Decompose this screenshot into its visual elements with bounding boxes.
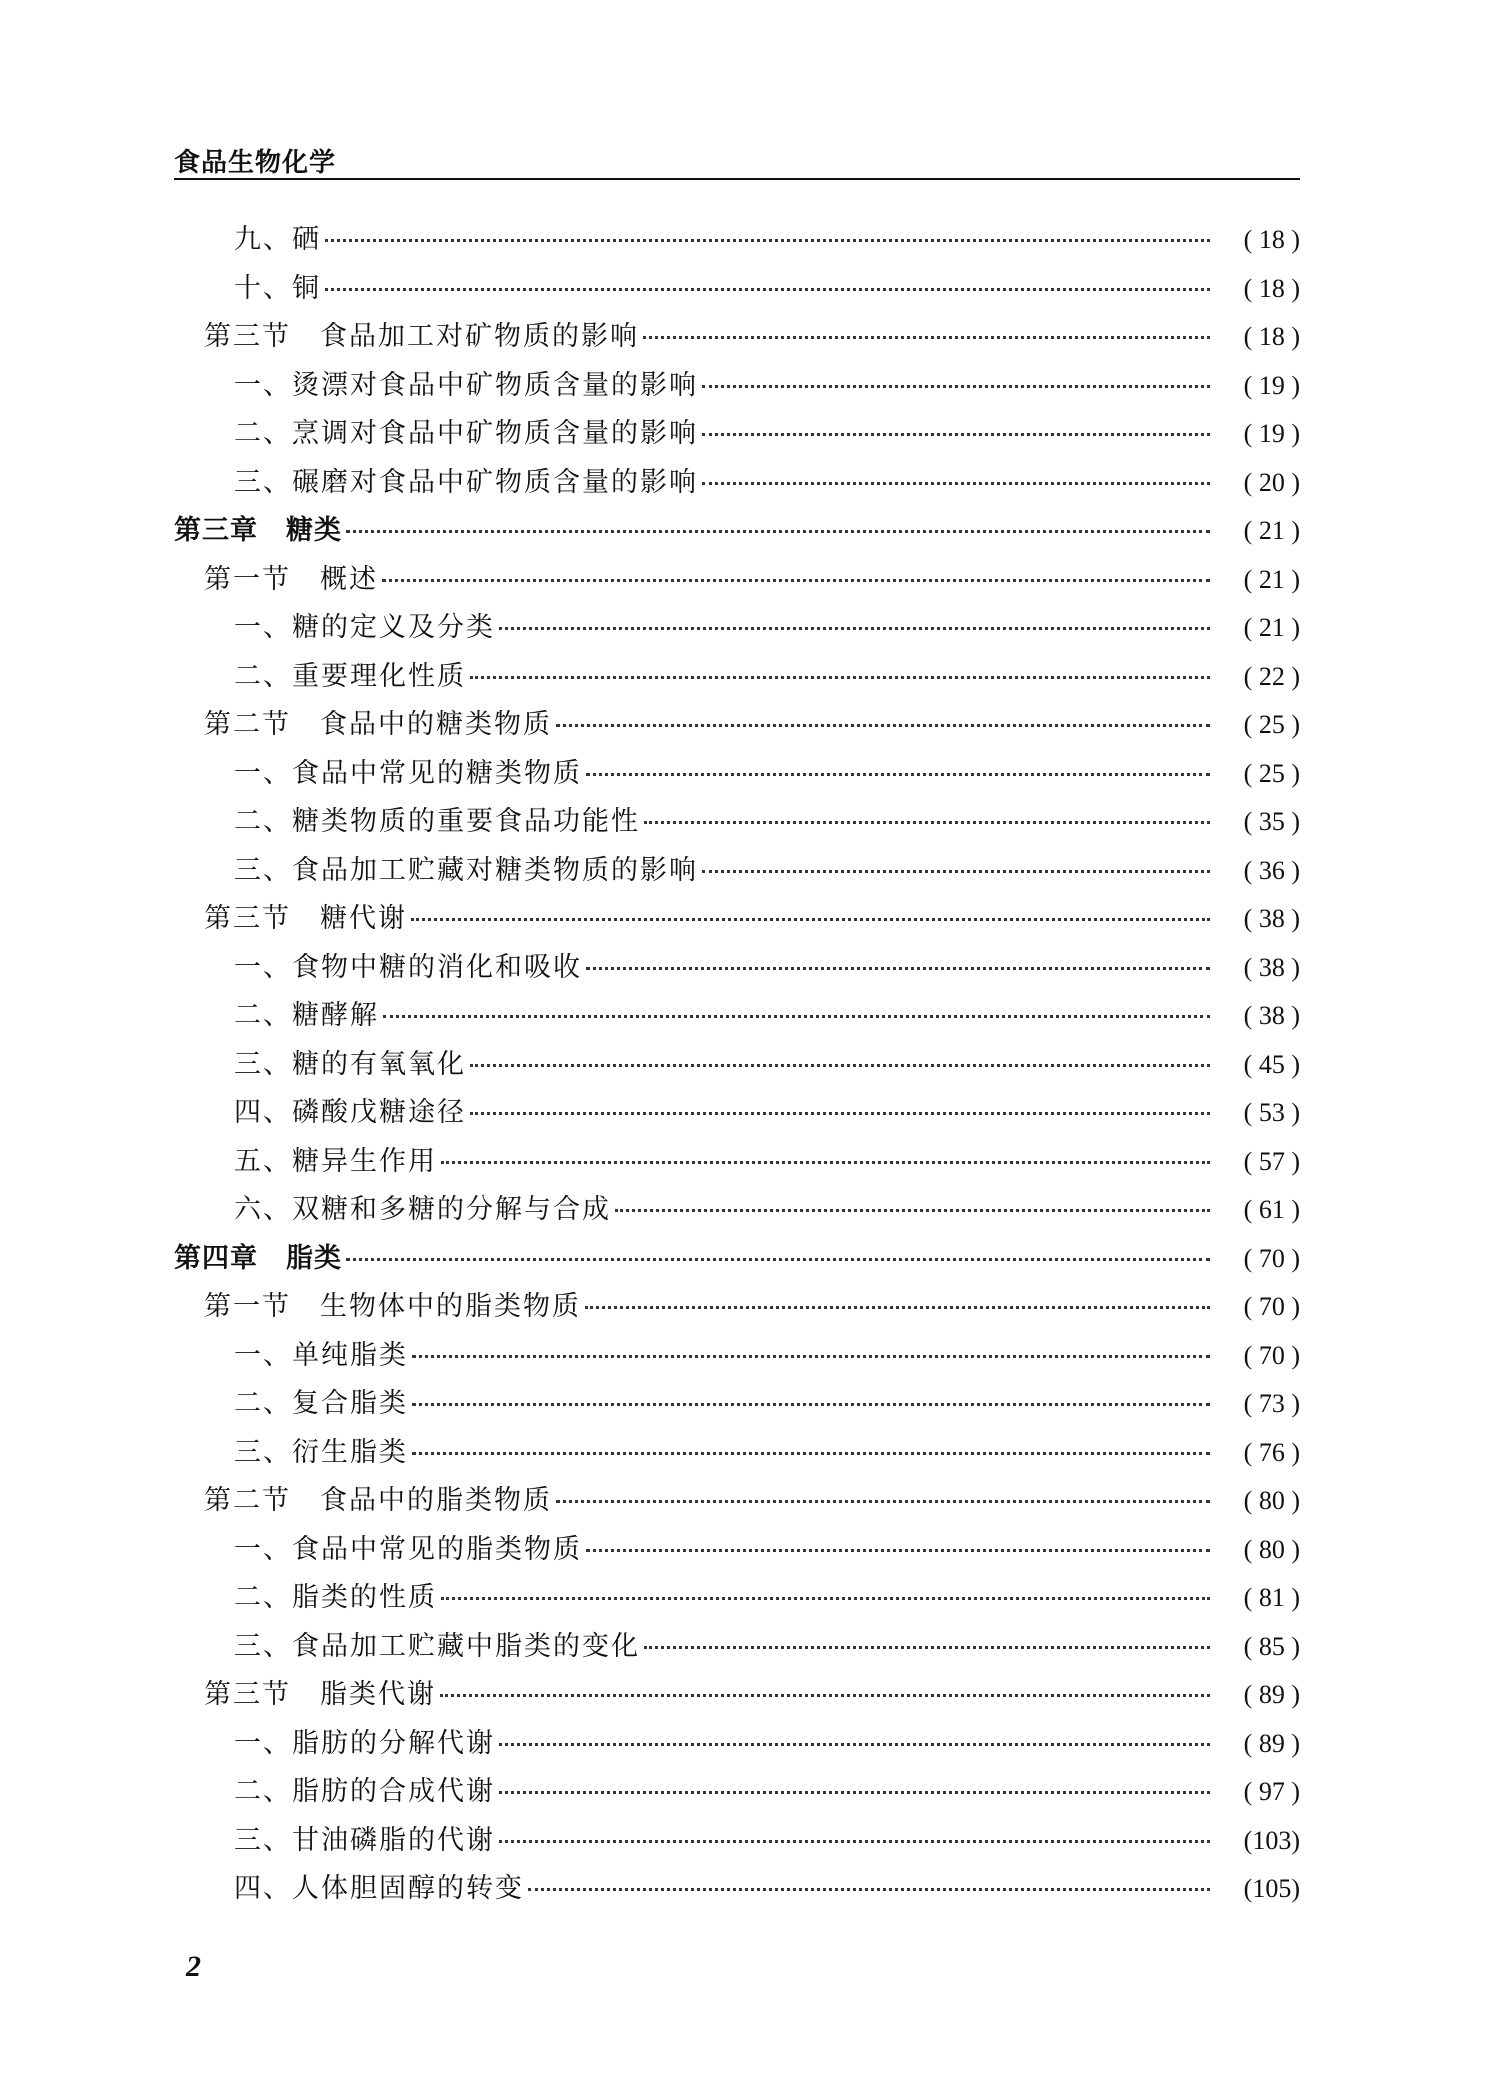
dot-leader	[556, 1500, 1210, 1503]
dot-leader	[586, 1549, 1210, 1552]
toc-entry-title: 四、人体胆固醇的转变	[234, 1873, 524, 1904]
toc-entry-title: 第三节 食品加工对矿物质的影响	[204, 321, 639, 352]
toc-item-row	[174, 1818, 1300, 1867]
toc-entry-title: 第二节 食品中的糖类物质	[204, 709, 552, 740]
toc-entry-page: ( 25 )	[1243, 710, 1300, 739]
toc-entry-page: ( 89 )	[1243, 1728, 1300, 1758]
toc-entry-title: 三、食品加工贮藏对糖类物质的影响	[234, 854, 698, 886]
page-number: 2	[186, 1950, 201, 1983]
running-header	[174, 140, 1300, 180]
toc-entry-title: 三、碾磨对食品中矿物质含量的影响	[234, 466, 698, 498]
toc-entry-page: ( 38 )	[1243, 1001, 1300, 1030]
toc-entry-title: 三、衍生脂类	[234, 1436, 408, 1468]
toc-entry-page: ( 25 )	[1243, 758, 1300, 788]
dot-leader	[585, 1306, 1210, 1309]
dot-leader	[702, 482, 1210, 485]
toc-item-row	[174, 1866, 1300, 1915]
toc-entry-page: ( 70 )	[1243, 1340, 1300, 1370]
toc-entry-page: ( 19 )	[1243, 370, 1300, 400]
toc-entry-title: 二、糖酵解	[234, 1000, 379, 1031]
toc-item-row	[174, 1575, 1300, 1624]
toc-entry-page: ( 38 )	[1243, 904, 1300, 933]
dot-leader	[412, 1355, 1210, 1358]
toc-entry-page: ( 53 )	[1243, 1098, 1300, 1127]
toc-item-row	[174, 1624, 1300, 1673]
toc-section-row	[174, 896, 1300, 945]
toc-chapter-row	[174, 1236, 1300, 1285]
toc-item-row	[174, 1527, 1300, 1576]
toc-entry-title: 二、脂肪的合成代谢	[234, 1776, 495, 1807]
toc-item-row	[174, 1187, 1300, 1236]
dot-leader	[644, 821, 1210, 824]
dot-leader	[702, 870, 1210, 873]
toc-entry-title: 第一节 概述	[204, 563, 378, 595]
toc-entry-page: ( 22 )	[1243, 661, 1300, 691]
toc-entry-title: 三、糖的有氧氧化	[234, 1048, 466, 1080]
toc-entry-page: ( 57 )	[1243, 1146, 1300, 1176]
dot-leader	[615, 1209, 1210, 1212]
toc-entry-page: ( 21 )	[1243, 516, 1300, 545]
toc-entry-page: ( 70 )	[1243, 1243, 1300, 1273]
toc-entry-title: 一、食品中常见的糖类物质	[234, 757, 582, 789]
dot-leader	[412, 1452, 1210, 1455]
toc-entry-page: ( 85 )	[1243, 1631, 1300, 1661]
dot-leader	[470, 1112, 1210, 1115]
toc-entry-title: 第三节 糖代谢	[204, 903, 407, 934]
dot-leader	[586, 773, 1210, 776]
toc-entry-title: 一、烫漂对食品中矿物质含量的影响	[234, 369, 698, 401]
toc-entry-title: 一、单纯脂类	[234, 1339, 408, 1371]
toc-entry-title: 三、食品加工贮藏中脂类的变化	[234, 1630, 640, 1662]
toc-item-row	[174, 217, 1300, 266]
toc-entry-page: ( 61 )	[1243, 1195, 1300, 1224]
toc-section-row	[174, 314, 1300, 363]
dot-leader	[644, 1646, 1210, 1649]
toc-entry-page: (103)	[1243, 1825, 1300, 1855]
toc-entry-page: ( 81 )	[1243, 1583, 1300, 1612]
toc-item-row	[174, 945, 1300, 994]
dot-leader	[499, 1840, 1210, 1843]
dot-leader	[556, 724, 1210, 727]
toc-entry-page: ( 20 )	[1243, 467, 1300, 497]
toc-entry-title: 二、糖类物质的重要食品功能性	[234, 806, 640, 837]
dot-leader	[440, 1694, 1210, 1697]
toc-entry-title: 一、脂肪的分解代谢	[234, 1727, 495, 1759]
toc-section-row	[174, 1284, 1300, 1333]
dot-leader	[346, 1258, 1210, 1261]
dot-leader	[325, 288, 1210, 291]
dot-leader	[470, 676, 1210, 679]
toc-entry-page: ( 18 )	[1243, 273, 1300, 303]
toc-item-row	[174, 1090, 1300, 1139]
running-head-title: 食品生物化学	[174, 148, 337, 178]
dot-leader	[382, 579, 1210, 582]
dot-leader	[346, 530, 1210, 533]
toc-entry-title: 第二节 食品中的脂类物质	[204, 1485, 552, 1516]
toc-entry-title: 第三章 糖类	[174, 515, 342, 546]
toc-entry-title: 十、铜	[234, 272, 321, 304]
dot-leader	[702, 433, 1210, 436]
dot-leader	[470, 1064, 1210, 1067]
toc-item-row	[174, 1042, 1300, 1091]
toc-item-row	[174, 460, 1300, 509]
toc-section-row	[174, 1672, 1300, 1721]
toc-entry-title: 三、甘油磷脂的代谢	[234, 1824, 495, 1856]
dot-leader	[586, 967, 1210, 970]
dot-leader	[499, 627, 1210, 630]
toc-entry-page: ( 45 )	[1243, 1049, 1300, 1079]
toc-entry-page: ( 70 )	[1243, 1292, 1300, 1321]
toc-entry-page: ( 18 )	[1243, 225, 1300, 254]
toc-entry-title: 二、复合脂类	[234, 1388, 408, 1419]
dot-leader	[702, 385, 1210, 388]
toc-entry-title: 第四章 脂类	[174, 1242, 342, 1274]
toc-entry-page: (105)	[1243, 1874, 1300, 1903]
toc-entry-page: ( 80 )	[1243, 1486, 1300, 1515]
toc-item-row	[174, 1721, 1300, 1770]
toc-item-row	[174, 411, 1300, 460]
toc-entry-title: 二、脂类的性质	[234, 1582, 437, 1613]
toc-entry-page: ( 97 )	[1243, 1777, 1300, 1806]
toc-entry-page: ( 21 )	[1243, 564, 1300, 594]
toc-item-row	[174, 799, 1300, 848]
toc-section-row	[174, 1478, 1300, 1527]
toc-entry-title: 二、烹调对食品中矿物质含量的影响	[234, 418, 698, 449]
dot-leader	[383, 1015, 1210, 1018]
toc-item-row	[174, 993, 1300, 1042]
toc-entry-page: ( 73 )	[1243, 1389, 1300, 1418]
toc-section-row	[174, 557, 1300, 606]
toc-entry-page: ( 35 )	[1243, 807, 1300, 836]
toc-entry-page: ( 89 )	[1243, 1680, 1300, 1709]
toc-entry-page: ( 76 )	[1243, 1437, 1300, 1467]
toc-item-row	[174, 266, 1300, 315]
toc-entry-page: ( 19 )	[1243, 419, 1300, 448]
dot-leader	[441, 1161, 1210, 1164]
table-of-contents	[174, 217, 1300, 1915]
toc-entry-title: 一、食物中糖的消化和吸收	[234, 951, 582, 983]
toc-item-row	[174, 654, 1300, 703]
dot-leader	[499, 1743, 1210, 1746]
toc-entry-page: ( 21 )	[1243, 613, 1300, 642]
toc-item-row	[174, 1333, 1300, 1382]
toc-entry-title: 第三节 脂类代谢	[204, 1679, 436, 1710]
toc-entry-page: ( 80 )	[1243, 1534, 1300, 1564]
dot-leader	[412, 1403, 1210, 1406]
toc-item-row	[174, 848, 1300, 897]
toc-entry-title: 一、糖的定义及分类	[234, 612, 495, 643]
dot-leader	[499, 1791, 1210, 1794]
dot-leader	[528, 1888, 1210, 1891]
dot-leader	[643, 336, 1210, 339]
toc-item-row	[174, 1769, 1300, 1818]
toc-item-row	[174, 605, 1300, 654]
toc-item-row	[174, 1381, 1300, 1430]
toc-entry-page: ( 38 )	[1243, 952, 1300, 982]
toc-entry-title: 第一节 生物体中的脂类物质	[204, 1291, 581, 1322]
toc-entry-page: ( 18 )	[1243, 322, 1300, 351]
toc-entry-page: ( 36 )	[1243, 855, 1300, 885]
toc-section-row	[174, 702, 1300, 751]
toc-chapter-row	[174, 508, 1300, 557]
toc-item-row	[174, 1430, 1300, 1479]
toc-item-row	[174, 751, 1300, 800]
dot-leader	[441, 1597, 1210, 1600]
toc-entry-title: 四、磷酸戊糖途径	[234, 1097, 466, 1128]
toc-entry-title: 二、重要理化性质	[234, 660, 466, 692]
toc-item-row	[174, 363, 1300, 412]
dot-leader	[325, 239, 1210, 242]
toc-entry-title: 九、硒	[234, 224, 321, 255]
toc-entry-title: 一、食品中常见的脂类物质	[234, 1533, 582, 1565]
toc-entry-title: 六、双糖和多糖的分解与合成	[234, 1194, 611, 1225]
toc-item-row	[174, 1139, 1300, 1188]
dot-leader	[411, 918, 1210, 921]
toc-entry-title: 五、糖异生作用	[234, 1145, 437, 1177]
